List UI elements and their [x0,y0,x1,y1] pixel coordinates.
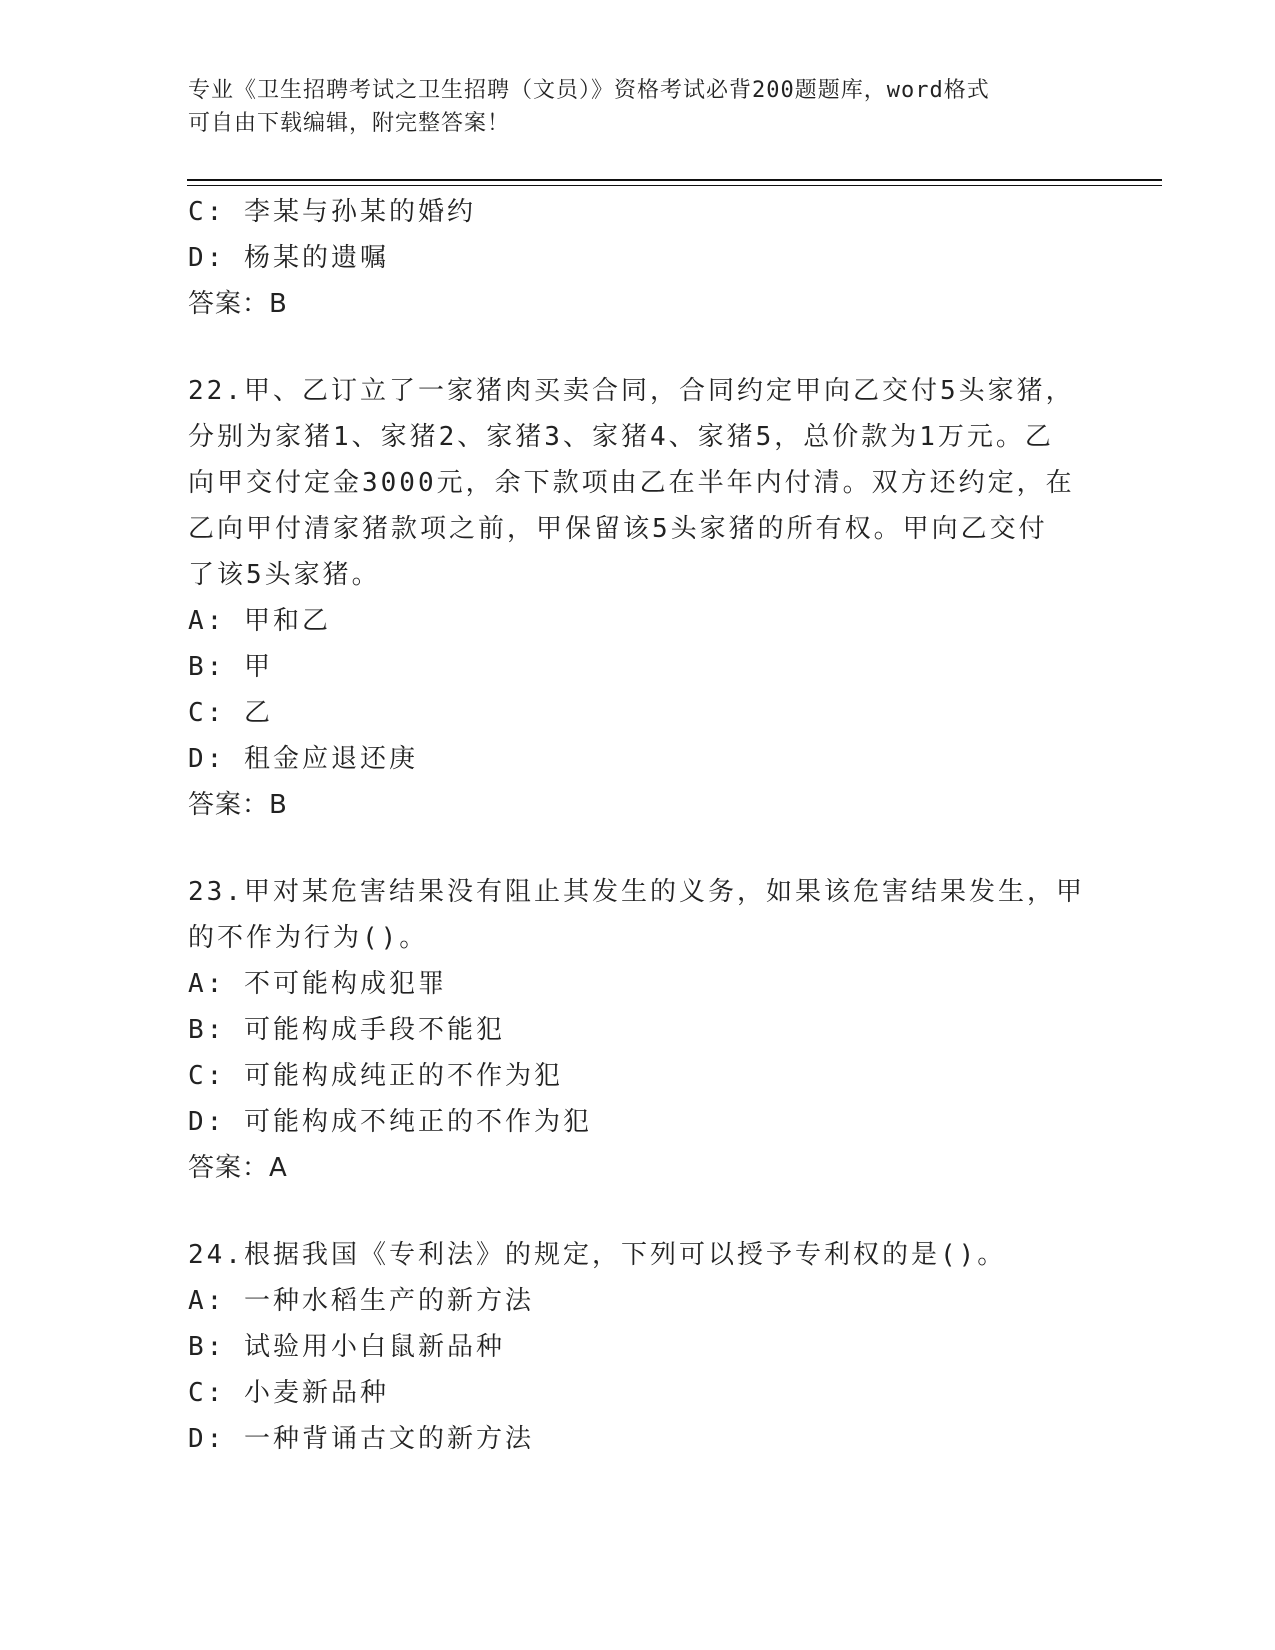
header-rule-thin [187,185,1162,186]
question-24 [188,1232,1088,1462]
question-text-line: 乙向甲付清家猪款项之前，甲保留该5头家猪的所有权。甲向乙交付 [188,514,1048,544]
option-d: D: 租金应退还庚 [188,744,418,774]
option-b: B: 甲 [188,652,273,682]
question-text-line: 24.根据我国《专利法》的规定，下列可以授予专利权的是()。 [188,1240,1007,1270]
answer: 答案：A [188,1153,288,1183]
option-a: A: 一种水稻生产的新方法 [188,1286,534,1316]
option-d: D: 可能构成不纯正的不作为犯 [188,1107,592,1137]
option-a: A: 不可能构成犯罪 [188,969,447,999]
option-b: B: 试验用小白鼠新品种 [188,1332,505,1362]
header-rule-thick [187,179,1162,181]
question-text-line: 23.甲对某危害结果没有阻止其发生的义务，如果该危害结果发生，甲 [188,877,1085,907]
header-line-2: 可自由下载编辑，附完整答案！ [188,111,511,136]
option-a: A: 甲和乙 [188,606,331,636]
answer: 答案：B [188,790,288,820]
question-text-line: 向甲交付定金3000元，余下款项由乙在半年内付清。双方还约定，在 [188,468,1075,498]
option-c: C: 小麦新品种 [188,1378,389,1408]
question-22 [188,368,1088,828]
option-c: C: 李某与孙某的婚约 [188,197,476,227]
answer: 答案：B [188,289,288,319]
option-b: B: 可能构成手段不能犯 [188,1015,505,1045]
option-d: D: 杨某的遗嘱 [188,243,389,273]
question-text-line: 22.甲、乙订立了一家猪肉买卖合同，合同约定甲向乙交付5头家猪， [188,376,1075,406]
document-header [188,74,1068,140]
option-d: D: 一种背诵古文的新方法 [188,1424,534,1454]
question-23 [188,869,1088,1191]
question-text-line: 了该5头家猪。 [188,560,381,590]
question-text-line: 分别为家猪1、家猪2、家猪3、家猪4、家猪5，总价款为1万元。乙 [188,422,1054,452]
question-content [188,189,1088,1462]
question-text-line: 的不作为行为()。 [188,923,429,953]
header-line-1: 专业《卫生招聘考试之卫生招聘（文员）》资格考试必背200题题库，word格式 [188,78,990,103]
option-c: C: 可能构成纯正的不作为犯 [188,1061,563,1091]
option-c: C: 乙 [188,698,273,728]
